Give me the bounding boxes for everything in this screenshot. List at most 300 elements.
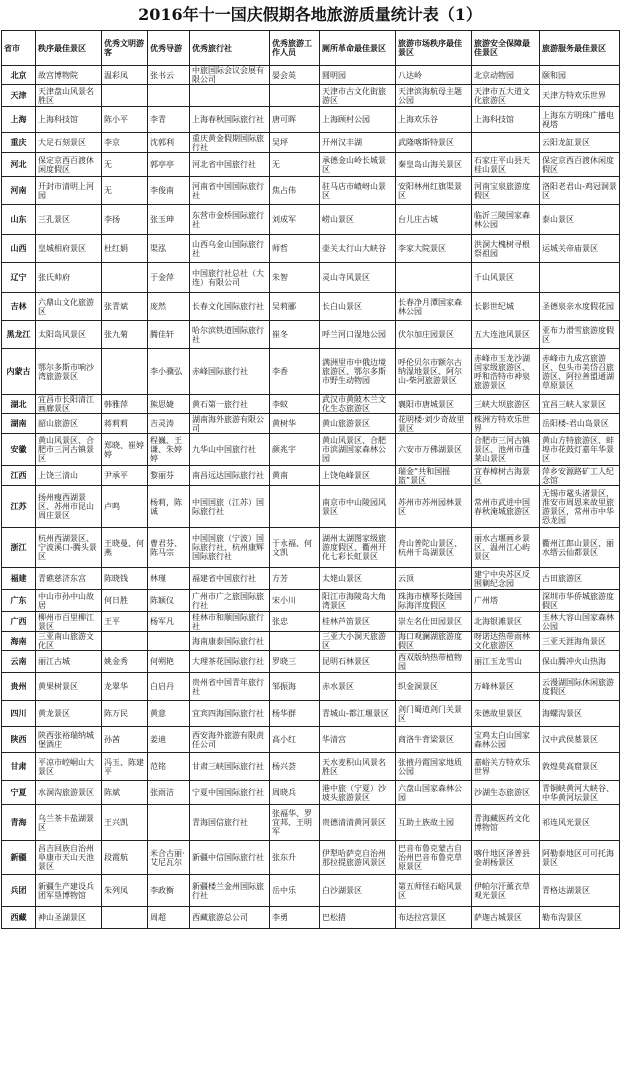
table-cell: 衢州江郎山景区、丽水缙云仙都景区 xyxy=(540,528,620,568)
table-cell: 张青斌 xyxy=(102,293,148,321)
province-cell: 河南 xyxy=(2,177,36,205)
table-cell: 上海东方明珠广播电视塔 xyxy=(540,107,620,133)
table-cell: 焦占伟 xyxy=(270,177,320,205)
table-cell: 敦煌莫高窟景区 xyxy=(540,753,620,781)
table-cell xyxy=(540,263,620,293)
table-body xyxy=(2,66,620,929)
table-cell: 赤峰市玉龙沙湖国家级旅游区、呼和浩特市神泉旅游景区 xyxy=(472,349,540,395)
table-cell: 王兴凯 xyxy=(102,805,148,841)
province-cell: 浙江 xyxy=(2,528,36,568)
table-cell: 中国国旅（宁波）国际旅行社、杭州康辉国际旅行社 xyxy=(190,528,270,568)
table-cell: 湖州太湖图家级旅游度假区、衢州开化七彩长虹景区 xyxy=(320,528,396,568)
table-cell: 伊犁哈萨克自治州那拉提旅游风景区 xyxy=(320,841,396,875)
province-cell: 天津 xyxy=(2,85,36,107)
table-cell: 大理茶花国际旅行社 xyxy=(190,651,270,673)
table-cell: 宁夏中国国际旅行社 xyxy=(190,781,270,805)
table-cell: 阳江市海陵岛大角湾景区 xyxy=(320,590,396,612)
table-cell xyxy=(102,907,148,929)
table-cell: 六鼎山文化旅游区 xyxy=(36,293,102,321)
table-cell xyxy=(472,133,540,153)
table-cell: 南昌远达国际旅行社 xyxy=(190,466,270,486)
column-header: 省市 xyxy=(2,31,36,66)
table-cell: 合肥市三河古镇景区、池州市蓬莱山景区 xyxy=(472,434,540,466)
table-cell: 萨迦古城景区 xyxy=(472,907,540,929)
province-cell: 新疆 xyxy=(2,841,36,875)
table-cell: 汉中武侯墓景区 xyxy=(540,727,620,753)
table-cell: 宜昌三峡人家景区 xyxy=(540,395,620,414)
table-cell: 宜宾四海国际旅行社 xyxy=(190,701,270,727)
table-cell: 武隆喀斯特景区 xyxy=(396,133,472,153)
table-cell: 陈斌 xyxy=(102,781,148,805)
table-cell: 乌兰茶卡盐湖景区 xyxy=(36,805,102,841)
table-cell: 林瑾 xyxy=(148,568,190,590)
table-cell: 古田旅游区 xyxy=(540,568,620,590)
table-cell: 李政衡 xyxy=(148,875,190,907)
table-row xyxy=(2,133,620,153)
table-cell: 韩雅萍 xyxy=(102,395,148,414)
table-cell: 太姥山景区 xyxy=(320,568,396,590)
table-cell: 于永福、何文凯 xyxy=(270,528,320,568)
province-cell: 重庆 xyxy=(2,133,36,153)
table-cell: 九华山中国旅行社 xyxy=(190,434,270,466)
table-cell: 西双版纳热带植物园 xyxy=(396,651,472,673)
table-cell: 中国旅行社总社（大连）有限公司 xyxy=(190,263,270,293)
table-cell: 黄山风景区、合肥市滨湖国家森林公园 xyxy=(320,434,396,466)
table-cell: 伊帕尔汗薰衣草观光景区 xyxy=(472,875,540,907)
table-cell: 岳中乐 xyxy=(270,875,320,907)
column-header: 秩序最佳景区 xyxy=(36,31,102,66)
province-cell: 海南 xyxy=(2,632,36,651)
table-cell: 万峰林景区 xyxy=(472,673,540,701)
table-cell: 萍乡安源路矿工人纪念馆 xyxy=(540,466,620,486)
table-row xyxy=(2,321,620,349)
table-cell: 晏会英 xyxy=(270,66,320,85)
table-cell: 八达岭 xyxy=(396,66,472,85)
table-cell: 布达拉宫景区 xyxy=(396,907,472,929)
table-row xyxy=(2,632,620,651)
table-row xyxy=(2,349,620,395)
table-cell: 吴坪 xyxy=(270,133,320,153)
table-cell: 保定京西百渡休闲度假区 xyxy=(540,153,620,177)
table-cell: 颐和园 xyxy=(540,66,620,85)
table-row xyxy=(2,753,620,781)
table-cell: 广州塔 xyxy=(472,590,540,612)
table-cell: 巴音布鲁克蒙古自治州巴音布鲁克草原景区 xyxy=(396,841,472,875)
table-cell: 青海国信旅行社 xyxy=(190,805,270,841)
table-cell xyxy=(270,85,320,107)
table-cell: 哈尔滨铁道国际旅行社 xyxy=(190,321,270,349)
table-cell: 西安海外旅游有限责任公司 xyxy=(190,727,270,753)
table-cell xyxy=(102,349,148,395)
table-cell: 满洲里市中俄边境旅游区、鄂尔多斯市野生动物园 xyxy=(320,349,396,395)
table-cell: 开封市清明上河园 xyxy=(36,177,102,205)
table-cell: 云漫湖国际休闲旅游度假区 xyxy=(540,673,620,701)
table-cell: 冯玉、陈建平 xyxy=(102,753,148,781)
table-cell: 武汉市黄陂木兰文化生态旅游区 xyxy=(320,395,396,414)
table-cell: 上海科技馆 xyxy=(36,107,102,133)
table-cell: 赤峰市九成宫旅游区、包头市美岱召旅游区、阿拉善盟通湖草原景区 xyxy=(540,349,620,395)
table-cell: 丽江古城 xyxy=(36,651,102,673)
table-cell: 无 xyxy=(270,153,320,177)
table-cell: 上海顾村公园 xyxy=(320,107,396,133)
table-cell: 张九菊 xyxy=(102,321,148,349)
table-cell: 宋小川 xyxy=(270,590,320,612)
table-cell: 南京市中山陵园风景区 xyxy=(320,486,396,528)
province-cell: 兵团 xyxy=(2,875,36,907)
table-cell: 天津盘山风景名胜区 xyxy=(36,85,102,107)
table-cell: 李香 xyxy=(270,349,320,395)
table-cell: 赤峰国际旅行社 xyxy=(190,349,270,395)
table-cell: 崂山景区 xyxy=(320,205,396,235)
table-cell: 第五师怪石峪风景区 xyxy=(396,875,472,907)
table-cell: 天津滨海航母主题公园 xyxy=(396,85,472,107)
table-cell: 庞然 xyxy=(148,293,190,321)
table-row xyxy=(2,293,620,321)
table-cell: 伏尔加庄园景区 xyxy=(396,321,472,349)
table-cell: 圆明园 xyxy=(320,66,396,85)
column-header: 优秀旅游工作人员 xyxy=(270,31,320,66)
table-cell: 无 xyxy=(102,177,148,205)
table-cell: 剑门蜀道剑门关景区 xyxy=(396,701,472,727)
table-cell: 周晓兵 xyxy=(270,781,320,805)
table-cell: 秦皇岛山海关景区 xyxy=(396,153,472,177)
table-cell xyxy=(270,486,320,528)
table-cell: 天津市五大道文化旅游区 xyxy=(472,85,540,107)
table-cell: 贵德清清黄河景区 xyxy=(320,805,396,841)
table-cell: 青海藏医药文化博物馆 xyxy=(472,805,540,841)
table-cell: 何朔艳 xyxy=(148,651,190,673)
table-cell: 织金洞景区 xyxy=(396,673,472,701)
table-cell: 沙湖生态旅游区 xyxy=(472,781,540,805)
table-cell: 青城山-都江堰景区 xyxy=(320,701,396,727)
statistics-table xyxy=(1,30,620,929)
table-cell: 黄山方特旅游区、蚌埠市花鼓灯嘉年华景区 xyxy=(540,434,620,466)
province-cell: 云南 xyxy=(2,651,36,673)
table-row xyxy=(2,434,620,466)
table-cell: 鄂尔多斯市响沙湾旅游景区 xyxy=(36,349,102,395)
table-cell: 李俊南 xyxy=(148,177,190,205)
table-cell: 勒布沟景区 xyxy=(540,907,620,929)
table-cell: 朱智 xyxy=(270,263,320,293)
table-cell: 互助土族故土园 xyxy=(396,805,472,841)
table-cell: 亚布力滑雪旅游度假区 xyxy=(540,321,620,349)
table-cell: 花明楼·刘少奇故里景区 xyxy=(396,414,472,434)
table-cell: 石家庄平山县天桂山景区 xyxy=(472,153,540,177)
column-header: 旅游服务最佳景区 xyxy=(540,31,620,66)
table-cell: 商洛牛背梁景区 xyxy=(396,727,472,753)
table-row xyxy=(2,414,620,434)
table-cell: 太阳岛风景区 xyxy=(36,321,102,349)
table-cell: 洪洞大槐树寻根祭祖园 xyxy=(472,235,540,263)
table-cell: 白启丹 xyxy=(148,673,190,701)
table-cell: 陕西张裕瑞纳城堡酒庄 xyxy=(36,727,102,753)
table-cell: 阿勒泰地区可可托海景区 xyxy=(540,841,620,875)
table-cell: 天津方特欢乐世界 xyxy=(540,85,620,107)
table-cell: 唐可晖 xyxy=(270,107,320,133)
table-cell: 蒋莉莉 xyxy=(102,414,148,434)
table-cell: 神山圣湖景区 xyxy=(36,907,102,929)
table-cell: 黄龙景区 xyxy=(36,701,102,727)
table-cell xyxy=(148,85,190,107)
table-cell: 灵山寺风景区 xyxy=(320,263,396,293)
table-cell: 王晓曼、何燕 xyxy=(102,528,148,568)
province-cell: 西藏 xyxy=(2,907,36,929)
province-cell: 山东 xyxy=(2,205,36,235)
column-header: 优秀旅行社 xyxy=(190,31,270,66)
table-cell: 颜兆宇 xyxy=(270,434,320,466)
province-cell: 陕西 xyxy=(2,727,36,753)
table-cell: 台儿庄古城 xyxy=(396,205,472,235)
province-cell: 山西 xyxy=(2,235,36,263)
table-cell: 王平 xyxy=(102,612,148,632)
table-cell: 罗晓三 xyxy=(270,651,320,673)
table-cell: 故宫博物院 xyxy=(36,66,102,85)
table-cell: 方芳 xyxy=(270,568,320,590)
table-cell: 宝鸡太白山国家森林公园 xyxy=(472,727,540,753)
province-cell: 四川 xyxy=(2,701,36,727)
table-cell: 运城关帝庙景区 xyxy=(540,235,620,263)
table-cell: 承德金山岭长城景区 xyxy=(320,153,396,177)
table-cell: 黄树华 xyxy=(270,414,320,434)
table-cell xyxy=(396,263,472,293)
province-cell: 安徽 xyxy=(2,434,36,466)
table-row xyxy=(2,85,620,107)
table-cell: 株洲方特欢乐世界 xyxy=(472,414,540,434)
province-cell: 广东 xyxy=(2,590,36,612)
table-cell: 张掖丹霞国家地质公园 xyxy=(396,753,472,781)
table-cell: 孙茜 xyxy=(102,727,148,753)
province-cell: 宁夏 xyxy=(2,781,36,805)
table-cell: 姜迪 xyxy=(148,727,190,753)
table-cell: 段霞航 xyxy=(102,841,148,875)
table-cell: 瑞金“共和国摇篮”景区 xyxy=(396,466,472,486)
province-cell: 江西 xyxy=(2,466,36,486)
column-header: 厕所革命最佳景区 xyxy=(320,31,396,66)
table-cell: 深圳市华侨城旅游度假区 xyxy=(540,590,620,612)
table-row xyxy=(2,263,620,293)
table-cell: 龙翠华 xyxy=(102,673,148,701)
table-row xyxy=(2,153,620,177)
province-cell: 湖南 xyxy=(2,414,36,434)
table-cell: 海南康泰国际旅行社 xyxy=(190,632,270,651)
table-cell: 平凉市崆峒山大景区 xyxy=(36,753,102,781)
table-cell: 福建省中国旅行社 xyxy=(190,568,270,590)
table-cell xyxy=(148,632,190,651)
province-cell: 湖北 xyxy=(2,395,36,414)
table-header-row xyxy=(2,31,620,66)
table-row xyxy=(2,395,620,414)
table-cell: 李家大院景区 xyxy=(396,235,472,263)
table-row xyxy=(2,612,620,632)
province-cell: 甘肃 xyxy=(2,753,36,781)
table-row xyxy=(2,727,620,753)
table-cell: 陈晓钱 xyxy=(102,568,148,590)
table-cell: 洛阳老君山-鸡冠洞景区 xyxy=(540,177,620,205)
table-cell: 吴莉郦 xyxy=(270,293,320,321)
table-cell: 沈郭利 xyxy=(148,133,190,153)
province-cell: 贵州 xyxy=(2,673,36,701)
table-cell: 范铭 xyxy=(148,753,190,781)
table-cell: 驻马店市嵖岈山景区 xyxy=(320,177,396,205)
table-cell: 海口观澜湖旅游度假区 xyxy=(396,632,472,651)
table-cell: 三孔景区 xyxy=(36,205,102,235)
table-cell: 北京动物园 xyxy=(472,66,540,85)
table-cell: 长春文化国际旅行社 xyxy=(190,293,270,321)
province-cell: 青海 xyxy=(2,805,36,841)
table-row xyxy=(2,177,620,205)
table-cell: 开州汉丰湖 xyxy=(320,133,396,153)
table-cell: 六安市万佛湖景区 xyxy=(396,434,472,466)
table-cell: 华清宫 xyxy=(320,727,396,753)
table-cell: 无锡市鼋头渚景区，淮安市周恩来故里旅游景区，常州市中华恐龙园 xyxy=(540,486,620,528)
table-cell: 杨军凡 xyxy=(148,612,190,632)
table-cell: 昆明石林景区 xyxy=(320,651,396,673)
table-cell: 刘成军 xyxy=(270,205,320,235)
table-cell: 赤水景区 xyxy=(320,673,396,701)
table-row xyxy=(2,701,620,727)
table-cell: 黎丽芬 xyxy=(148,466,190,486)
table-cell: 壶关太行山大峡谷 xyxy=(320,235,396,263)
province-cell: 河北 xyxy=(2,153,36,177)
column-header: 优秀导游 xyxy=(148,31,190,66)
column-header: 旅游安全保障最佳景区 xyxy=(472,31,540,66)
table-cell: 上饶三清山 xyxy=(36,466,102,486)
table-cell: 上饶龟峰景区 xyxy=(320,466,396,486)
table-cell: 桂林市和顺国际旅行社 xyxy=(190,612,270,632)
table-cell: 大足石刻景区 xyxy=(36,133,102,153)
table-cell: 东营市金桥国际旅行社 xyxy=(190,205,270,235)
table-cell: 温彩凤 xyxy=(102,66,148,85)
table-cell: 海螺沟景区 xyxy=(540,701,620,727)
table-cell: 祁连风光景区 xyxy=(540,805,620,841)
table-cell: 青铜峡黄河大峡谷、中华黄河坛景区 xyxy=(540,781,620,805)
table-cell: 李蚊 xyxy=(270,395,320,414)
table-cell xyxy=(102,263,148,293)
table-cell: 陈颖仪 xyxy=(148,590,190,612)
table-cell: 嘉峪关方特欢乐世界 xyxy=(472,753,540,781)
table-cell: 杜红娟 xyxy=(102,235,148,263)
province-cell: 福建 xyxy=(2,568,36,590)
table-cell: 张玉珅 xyxy=(148,205,190,235)
table-cell: 河南省中国国际旅行社 xyxy=(190,177,270,205)
table-cell: 张福华、罗宜邦、王明军 xyxy=(270,805,320,841)
table-cell: 皇城相府景区 xyxy=(36,235,102,263)
table-cell: 师哲 xyxy=(270,235,320,263)
table-cell: 甘肃三峡国际旅行社 xyxy=(190,753,270,781)
table-cell: 高小红 xyxy=(270,727,320,753)
table-cell: 黄意 xyxy=(148,701,190,727)
table-cell: 三亚天涯海角景区 xyxy=(540,632,620,651)
table-cell: 云顶 xyxy=(396,568,472,590)
table-cell: 喀什地区泽普县金胡杨景区 xyxy=(472,841,540,875)
table-cell: 卢鸣 xyxy=(102,486,148,528)
table-row xyxy=(2,235,620,263)
table-cell: 长春净月潭国家森林公园 xyxy=(396,293,472,321)
table-cell: 张东升 xyxy=(270,841,320,875)
table-cell: 黄石第一旅行社 xyxy=(190,395,270,414)
table-cell: 中山市孙中山故居 xyxy=(36,590,102,612)
table-cell: 渠泓 xyxy=(148,235,190,263)
table-row xyxy=(2,590,620,612)
table-cell: 长影世纪城 xyxy=(472,293,540,321)
table-cell: 黄山旅游景区 xyxy=(320,414,396,434)
table-cell: 三亚大小洞天旅游区 xyxy=(320,632,396,651)
table-cell: 曹君芬、陈马宗 xyxy=(148,528,190,568)
table-row xyxy=(2,805,620,841)
table-cell: 河北省中国旅行社 xyxy=(190,153,270,177)
table-cell: 云阳龙缸景区 xyxy=(540,133,620,153)
table-cell: 无 xyxy=(102,153,148,177)
table-row xyxy=(2,875,620,907)
table-cell: 张书云 xyxy=(148,66,190,85)
table-cell: 韶山旅游区 xyxy=(36,414,102,434)
table-cell: 长白山景区 xyxy=(320,293,396,321)
table-cell: 邹振海 xyxy=(270,673,320,701)
table-cell: 杭州西湖景区、宁波溪口-腾头景区 xyxy=(36,528,102,568)
table-cell: 水洞沟旅游景区 xyxy=(36,781,102,805)
table-cell: 崔冬 xyxy=(270,321,320,349)
table-cell: 六盘山国家森林公园 xyxy=(396,781,472,805)
table-cell: 玉林大容山国家森林公园 xyxy=(540,612,620,632)
table-cell: 张雨洁 xyxy=(148,781,190,805)
table-cell: 昌吉回族自治州阜康市天山天池景区 xyxy=(36,841,102,875)
page-title: 2016年十一国庆假期各地旅游质量统计表（1） xyxy=(138,5,482,24)
table-cell: 黄南 xyxy=(270,466,320,486)
table-cell: 西藏旅游总公司 xyxy=(190,907,270,929)
table-cell: 广州市广之旅国际旅行社 xyxy=(190,590,270,612)
table-cell: 尹承平 xyxy=(102,466,148,486)
province-cell: 江苏 xyxy=(2,486,36,528)
table-cell: 中旅国际会议会展有限公司 xyxy=(190,66,270,85)
table-cell: 新疆生产建设兵团军垦博物馆 xyxy=(36,875,102,907)
table-row xyxy=(2,66,620,85)
table-cell: 李京 xyxy=(102,133,148,153)
table-row xyxy=(2,907,620,929)
table-cell: 张忠 xyxy=(270,612,320,632)
province-cell: 北京 xyxy=(2,66,36,85)
table-cell: 白沙湖景区 xyxy=(320,875,396,907)
table-cell: 熊思婕 xyxy=(148,395,190,414)
table-cell: 岳阳楼-君山岛景区 xyxy=(540,414,620,434)
table-row xyxy=(2,486,620,528)
table-cell: 安阳林州红旗渠景区 xyxy=(396,177,472,205)
table-cell: 吉灵涛 xyxy=(148,414,190,434)
table-cell: 李扬 xyxy=(102,205,148,235)
table-cell: 建宁中央苏区反围剿纪念园 xyxy=(472,568,540,590)
table-cell: 常州市武进中国春秋淹城旅游区 xyxy=(472,486,540,528)
table-cell: 黄果树景区 xyxy=(36,673,102,701)
table-cell: 李青 xyxy=(148,107,190,133)
table-cell: 新疆中信国际旅行社 xyxy=(190,841,270,875)
table-cell: 张氏帅府 xyxy=(36,263,102,293)
table-cell: 杨华群 xyxy=(270,701,320,727)
table-cell: 五大连池风景区 xyxy=(472,321,540,349)
table-row xyxy=(2,568,620,590)
table-cell xyxy=(190,85,270,107)
table-cell: 泰山景区 xyxy=(540,205,620,235)
table-cell: 珠海市横琴长隆国际海洋度假区 xyxy=(396,590,472,612)
table-cell: 丽江玉龙雪山 xyxy=(472,651,540,673)
table-cell: 上海欢乐谷 xyxy=(396,107,472,133)
table-cell: 苏州市苏州园林景区 xyxy=(396,486,472,528)
table-cell: 腾佳轩 xyxy=(148,321,190,349)
table-cell: 宜春樟树古海景区 xyxy=(472,466,540,486)
table-cell: 桂林芦笛景区 xyxy=(320,612,396,632)
table-cell: 黄山风景区、合肥市三河古镇景区 xyxy=(36,434,102,466)
table-cell: 呼兰河口湿地公园 xyxy=(320,321,396,349)
table-cell: 程巍、王谦、朱婷婷 xyxy=(148,434,190,466)
table-cell: 舟山普陀山景区、杭州千岛湖景区 xyxy=(396,528,472,568)
